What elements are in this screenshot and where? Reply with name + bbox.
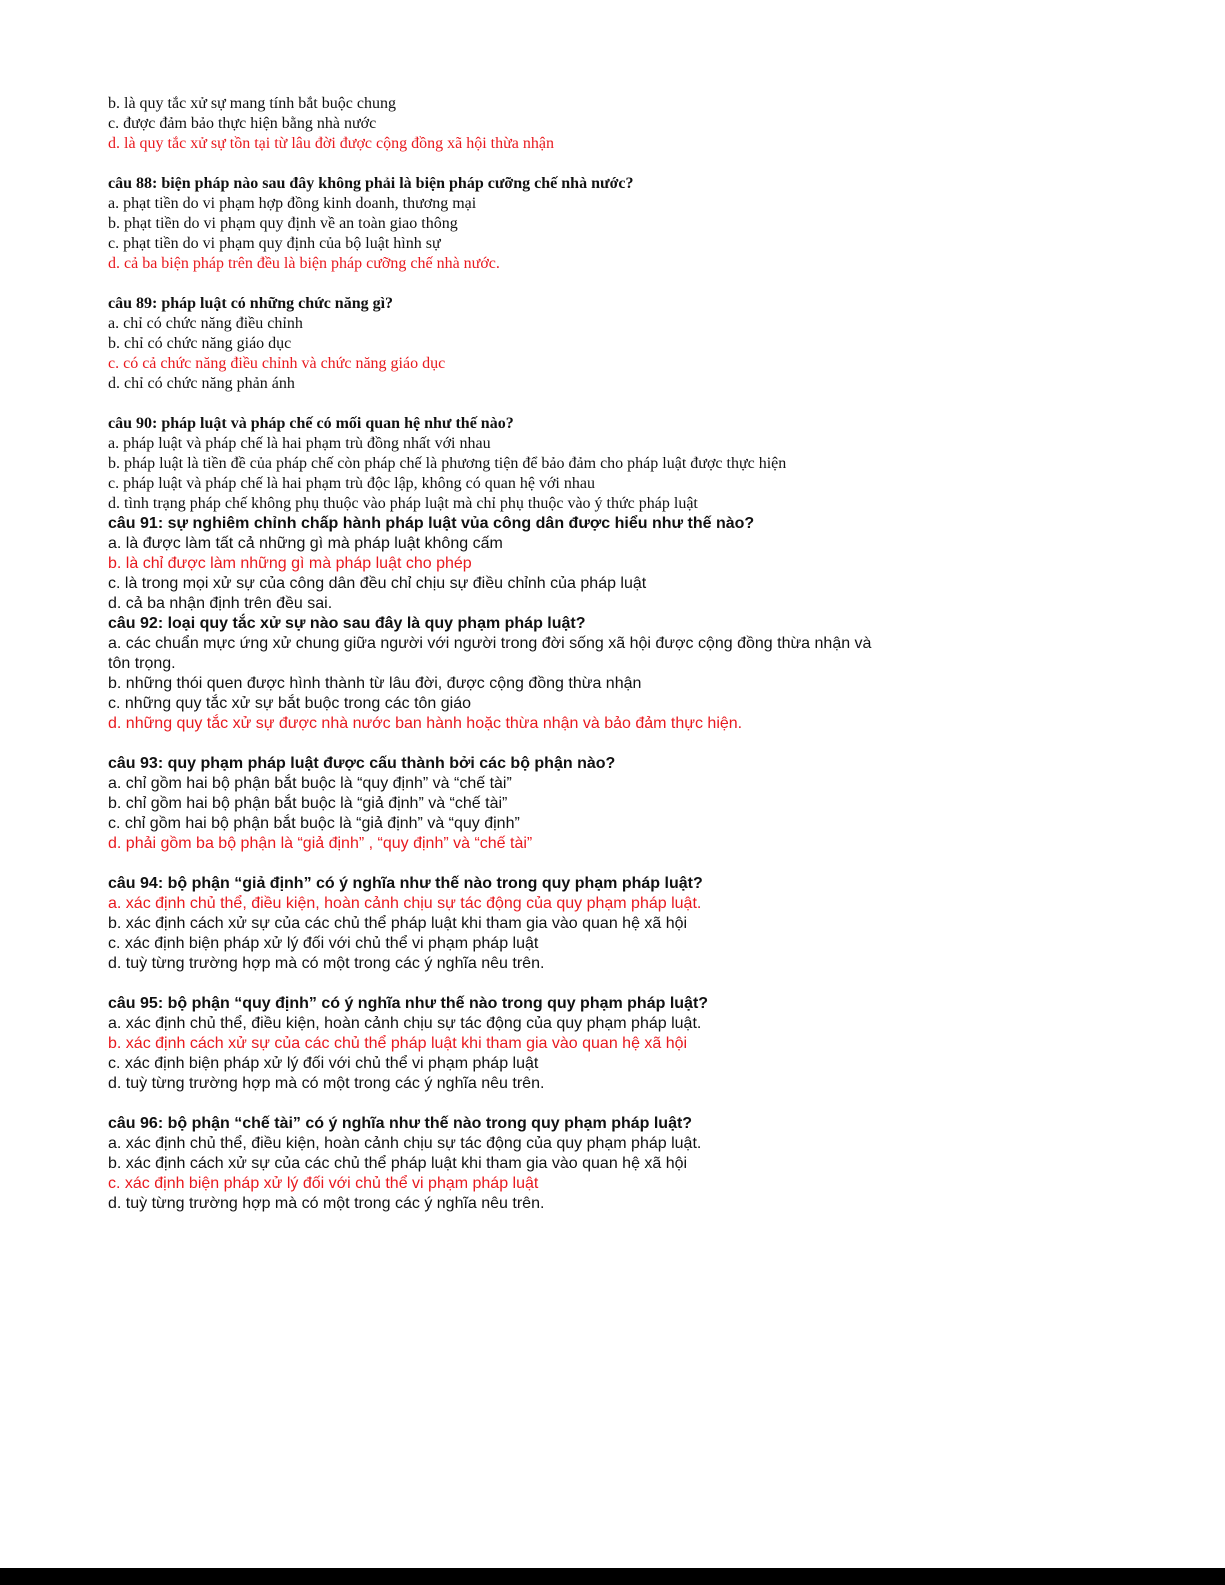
q92-answer-d: d. những quy tắc xử sự được nhà nước ban hành hoặc thừa nhận và bảo đảm thực hiện. (108, 715, 743, 732)
question-93: câu 93: quy phạm pháp luật được cấu thành bởi các bộ phận nào? (108, 755, 616, 772)
q93-option-b: b. chỉ gồm hai bộ phận bắt buộc là “giả định” và “chế tài” (108, 795, 508, 812)
option-b: b. là quy tắc xử sự mang tính bắt buộc chung (108, 95, 396, 112)
q95-answer-b: b. xác định cách xử sự của các chủ thể pháp luật khi tham gia vào quan hệ xã hội (108, 1035, 688, 1052)
q89-option-b: b. chỉ có chức năng giáo dục (108, 335, 292, 352)
q90-option-b: b. pháp luật là tiền đề của pháp chế còn pháp chế là phương tiện để bảo đảm cho pháp luật được thực hiện (108, 455, 787, 472)
q89-answer-c: c. có cả chức năng điều chỉnh và chức năng giáo dục (108, 355, 446, 372)
question-96: câu 96: bộ phận “chế tài” có ý nghĩa như thế nào trong quy phạm pháp luật? (108, 1115, 693, 1132)
q94-answer-a: a. xác định chủ thể, điều kiện, hoàn cảnh chịu sự tác động của quy phạm pháp luật. (108, 895, 702, 912)
q96-option-b: b. xác định cách xử sự của các chủ thể pháp luật khi tham gia vào quan hệ xã hội (108, 1155, 688, 1172)
q95-option-d: d. tuỳ từng trường hợp mà có một trong các ý nghĩa nêu trên. (108, 1075, 545, 1092)
q93-answer-d: d. phải gồm ba bộ phận là “giả định” , “quy định” và “chế tài” (108, 835, 533, 852)
spacer (108, 274, 1108, 294)
q88-option-b: b. phạt tiền do vi phạm quy định về an toàn giao thông (108, 215, 458, 232)
q96-option-a: a. xác định chủ thể, điều kiện, hoàn cảnh chịu sự tác động của quy phạm pháp luật. (108, 1135, 702, 1152)
q91-answer-b: b. là chỉ được làm những gì mà pháp luật cho phép (108, 555, 472, 572)
q95-option-a: a. xác định chủ thể, điều kiện, hoàn cảnh chịu sự tác động của quy phạm pháp luật. (108, 1015, 702, 1032)
q90-option-a: a. pháp luật và pháp chế là hai phạm trù đồng nhất với nhau (108, 435, 491, 452)
question-95: câu 95: bộ phận “quy định” có ý nghĩa như thế nào trong quy phạm pháp luật? (108, 995, 709, 1012)
spacer (108, 854, 1108, 874)
question-88: câu 88: biện pháp nào sau đây không phải là biện pháp cưỡng chế nhà nước? (108, 175, 634, 192)
q91-option-d: d. cả ba nhận định trên đều sai. (108, 595, 333, 612)
option-c: c. được đảm bảo thực hiện bằng nhà nước (108, 115, 377, 132)
q88-option-a: a. phạt tiền do vi phạm hợp đồng kinh doanh, thương mại (108, 195, 477, 212)
question-92: câu 92: loại quy tắc xử sự nào sau đây là quy phạm pháp luật? (108, 615, 586, 632)
q91-option-c: c. là trong mọi xử sự của công dân đều chỉ chịu sự điều chỉnh của pháp luật (108, 575, 647, 592)
q92-option-c: c. những quy tắc xử sự bắt buộc trong các tôn giáo (108, 695, 472, 712)
q92-option-a: a. các chuẩn mực ứng xử chung giữa người với người trong đời sống xã hội được cộng đồng thừa nhận và tôn trọng. (108, 635, 872, 672)
q95-option-c: c. xác định biện pháp xử lý đối với chủ thể vi phạm pháp luật (108, 1055, 539, 1072)
q89-option-a: a. chỉ có chức năng điều chỉnh (108, 315, 303, 332)
q93-option-a: a. chỉ gồm hai bộ phận bắt buộc là “quy định” và “chế tài” (108, 775, 512, 792)
answer-option-d: d. là quy tắc xử sự tồn tại từ lâu đời được cộng đồng xã hội thừa nhận (108, 135, 554, 152)
q94-option-c: c. xác định biện pháp xử lý đối với chủ thể vi phạm pháp luật (108, 935, 539, 952)
q91-option-a: a. là được làm tất cả những gì mà pháp luật không cấm (108, 535, 503, 552)
question-91: câu 91: sự nghiêm chỉnh chấp hành pháp luật vủa công dân được hiểu như thế nào? (108, 515, 755, 532)
spacer (108, 1094, 1108, 1114)
question-89: câu 89: pháp luật có những chức năng gì? (108, 295, 394, 312)
q88-option-c: c. phạt tiền do vi phạm quy định của bộ luật hình sự (108, 235, 441, 252)
page-content (108, 94, 1108, 1214)
q88-answer-d: d. cả ba biện pháp trên đều là biện pháp cưỡng chế nhà nước. (108, 255, 500, 272)
q92-option-b: b. những thói quen được hình thành từ lâu đời, được cộng đồng thừa nhận (108, 675, 642, 692)
spacer (108, 154, 1108, 174)
question-90: câu 90: pháp luật và pháp chế có mối quan hệ như thế nào? (108, 415, 514, 432)
q93-option-c: c. chỉ gồm hai bộ phận bắt buộc là “giả định” và “quy định” (108, 815, 520, 832)
spacer (108, 394, 1108, 414)
serif-section (108, 94, 1108, 514)
q90-option-d: d. tình trạng pháp chế không phụ thuộc vào pháp luật mà chỉ phụ thuộc vào ý thức pháp luật (108, 495, 698, 512)
spacer (108, 734, 1108, 754)
q96-option-d: d. tuỳ từng trường hợp mà có một trong các ý nghĩa nêu trên. (108, 1195, 545, 1212)
q96-answer-c: c. xác định biện pháp xử lý đối với chủ thể vi phạm pháp luật (108, 1175, 539, 1192)
q94-option-b: b. xác định cách xử sự của các chủ thể pháp luật khi tham gia vào quan hệ xã hội (108, 915, 688, 932)
bottom-border (0, 1568, 1225, 1585)
q90-option-c: c. pháp luật và pháp chế là hai phạm trù độc lập, không có quan hệ với nhau (108, 475, 595, 492)
q89-option-d: d. chỉ có chức năng phản ánh (108, 375, 295, 392)
sans-section (108, 514, 1108, 1214)
spacer (108, 974, 1108, 994)
question-94: câu 94: bộ phận “giả định” có ý nghĩa như thế nào trong quy phạm pháp luật? (108, 875, 703, 892)
q94-option-d: d. tuỳ từng trường hợp mà có một trong các ý nghĩa nêu trên. (108, 955, 545, 972)
